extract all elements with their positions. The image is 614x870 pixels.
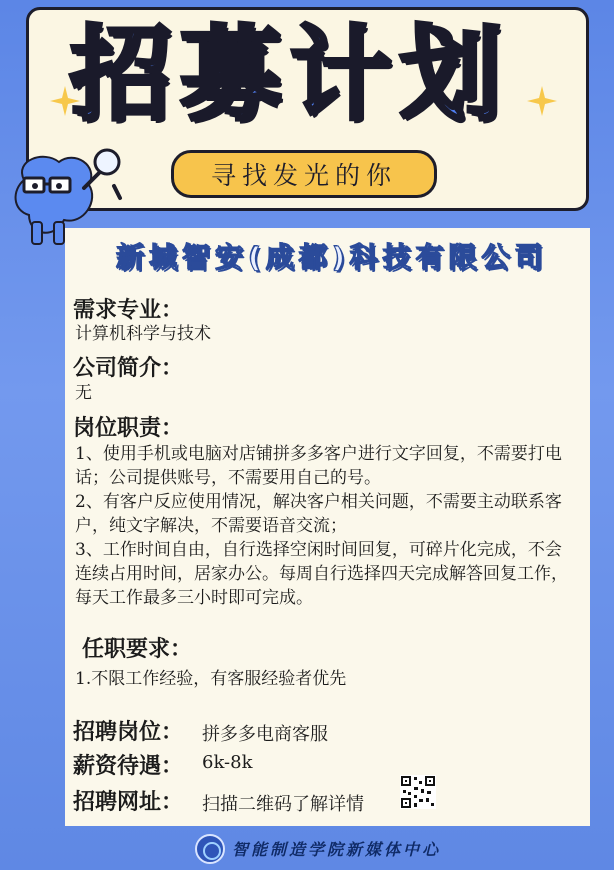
website-value: 扫描二维码了解详情 xyxy=(202,794,364,815)
major-label: 需求专业： xyxy=(73,298,184,323)
tagline-badge: 寻找发光的你 xyxy=(171,150,437,198)
requirements-value: 1.不限工作经验，有客服经验者优先 xyxy=(75,669,347,689)
requirements-label: 任职要求： xyxy=(82,637,193,662)
company-name: 新城智安(成都)科技有限公司 xyxy=(116,241,548,274)
duties-label: 岗位职责： xyxy=(73,416,184,441)
position-label: 招聘岗位： xyxy=(73,720,184,745)
duties-text xyxy=(75,442,570,610)
logo-icon xyxy=(195,834,225,864)
intro-value: 无 xyxy=(75,383,92,403)
website-label: 招聘网址： xyxy=(73,790,184,815)
footer-text: 智能制造学院新媒体中心 xyxy=(232,840,442,859)
duty-item: 1、使用手机或电脑对店铺拼多多客户进行文字回复，不需要打电话；公司提供账号，不需要用自己的号。 xyxy=(75,444,562,488)
page-title: 招募计划 xyxy=(70,16,510,135)
qr-code-icon[interactable] xyxy=(400,775,436,809)
salary-label: 薪资待遇： xyxy=(73,754,184,779)
salary-value: 6k-8k xyxy=(202,752,253,773)
duty-item: 2、有客户反应使用情况，解决客户相关问题，不需要主动联系客户，纯文字解决，不需要语音交流； xyxy=(75,492,562,536)
intro-label: 公司简介： xyxy=(73,356,184,381)
major-value: 计算机科学与技术 xyxy=(75,324,211,344)
position-value: 拼多多电商客服 xyxy=(202,724,328,745)
duty-item: 3、工作时间自由，自行选择空闲时间回复，可碎片化完成，不会连续占用时间，居家办公。每周自行选择四天完成解答回复工作，每天工作最多三小时即可完成。 xyxy=(75,540,568,608)
